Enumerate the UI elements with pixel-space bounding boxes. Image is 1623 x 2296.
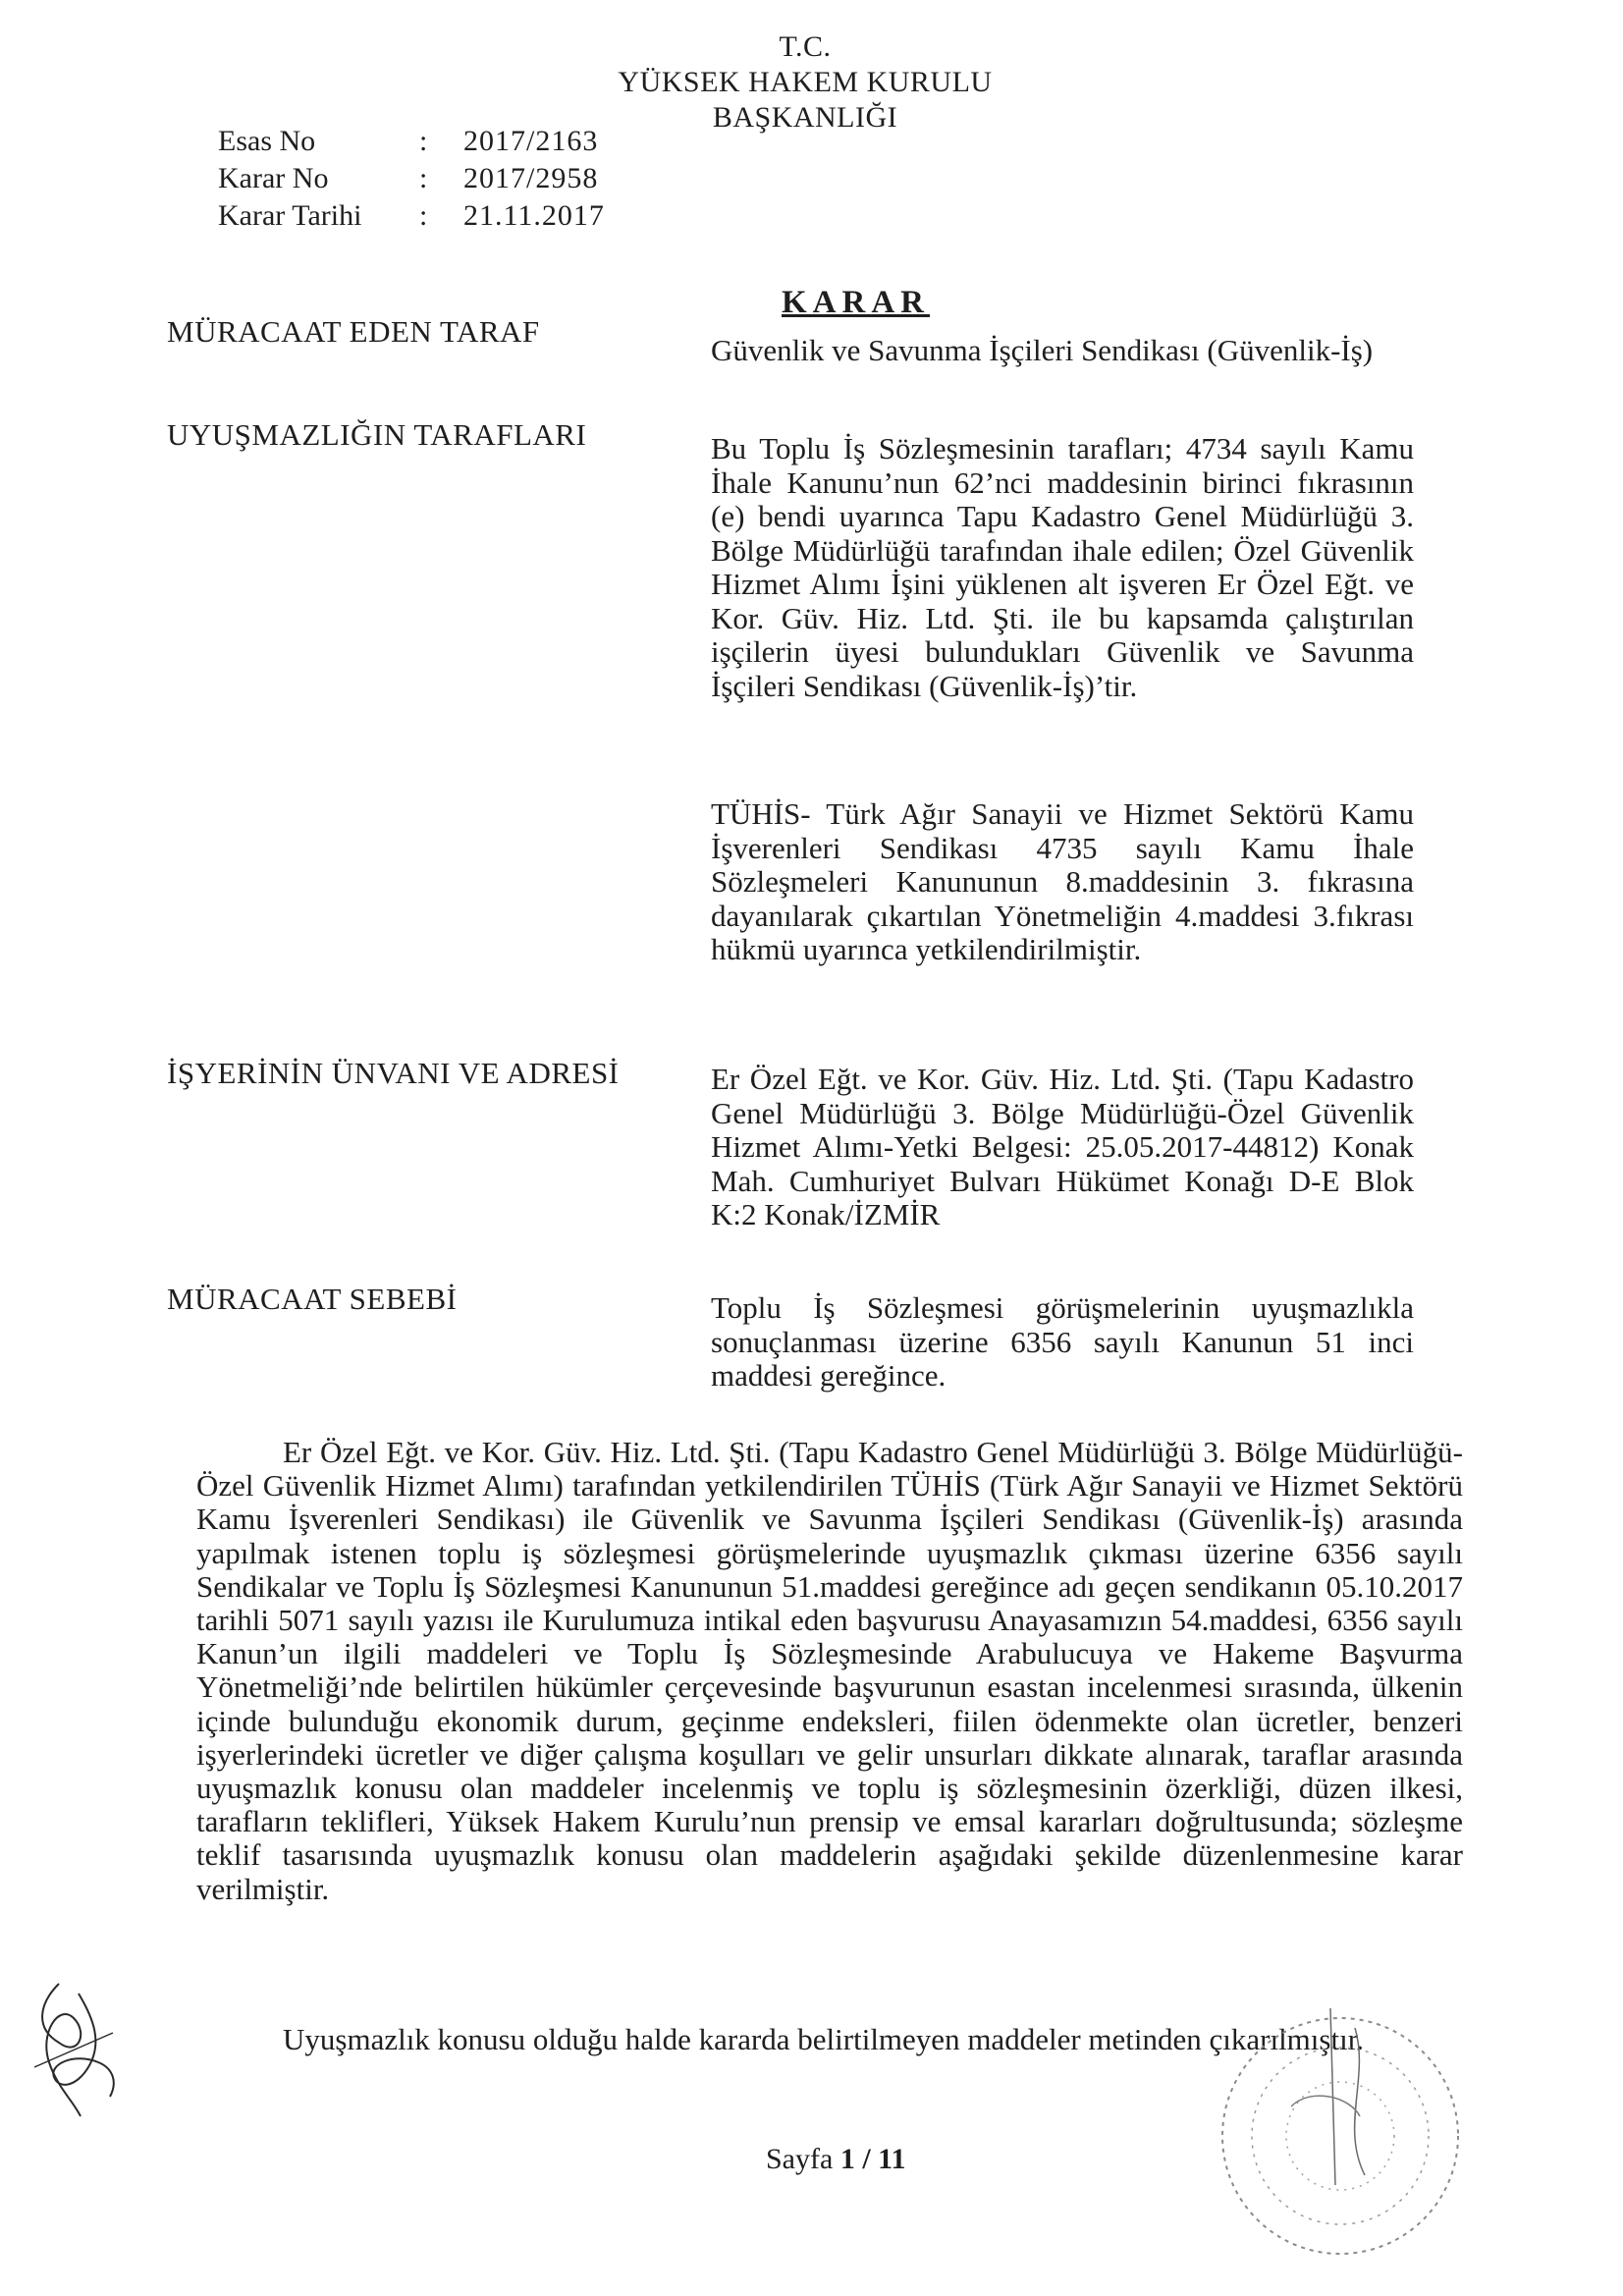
taraflar-text-1: Bu Toplu İş Sözleşmesinin tarafları; 4734 sayılı Kamu İhale Kanunu’nun 62’nci maddesinin birinci fıkrasının (e) bendi uyarınca Tapu Kadastro Genel Müdürlüğü 3. Bölge Müdürlüğü tarafından ihale edilen; Özel Güvenlik Hizmet Alımı İşini yüklenen alt işveren Er Özel Eğt. ve Kor. Güv. Hiz. Ltd. Şti. ile bu kapsamda çalıştırılan işçilerin üyesi bulundukları Güvenlik ve Savunma İşçileri Sendikası (Güvenlik-İş)’tir. — [711, 431, 1414, 703]
meta-value: 2017/2163 — [463, 125, 599, 157]
meta-value: 2017/2958 — [463, 162, 599, 194]
header-institution: YÜKSEK HAKEM KURULU — [618, 66, 993, 98]
sebep-label: MÜRACAAT SEBEBİ — [167, 1282, 458, 1316]
page-prefix: Sayfa — [766, 2143, 834, 2175]
meta-colon: : — [419, 199, 428, 232]
meta-colon: : — [419, 162, 428, 194]
meta-value: 21.11.2017 — [463, 199, 605, 232]
removed-articles-paragraph: Uyuşmazlık konusu olduğu halde kararda belirtilmeyen maddeler metinden çıkarılmıştır. — [283, 2022, 1365, 2056]
meta-row-tarih — [218, 197, 605, 235]
isyeri-label: İŞYERİNİN ÜNVANI VE ADRESİ — [167, 1056, 620, 1090]
official-seal — [1193, 1989, 1478, 2264]
meta-row-karar — [218, 160, 605, 197]
decision-paragraph: Er Özel Eğt. ve Kor. Güv. Hiz. Ltd. Şti. (Tapu Kadastro Genel Müdürlüğü 3. Bölge Müdürlüğü-Özel Güvenlik Hizmet Alımı) tarafından yetkilendirilen TÜHİS (Türk Ağır Sanayii ve Hizmet Sektörü Kamu İşverenleri Sendikası) ile Güvenlik ve Savunma İşçileri Sendikası (Güvenlik-İş) arasında yapılmak istenen toplu iş sözleşmesi görüşmelerinde uyuşmazlık çıkması üzerine 6356 sayılı Sendikalar ve Toplu İş Sözleşmesi Kanununun 51.maddesi gereğince adı geçen sendikanın 05.10.2017 tarihli 5071 sayılı yazısı ile Kurulumuza intikal eden başvurusu Anayasamızın 54.maddesi, 6356 sayılı Kanun’un ilgili maddeleri ve Toplu İş Sözleşmesinde Arabulucuya ve Hakeme Başvurma Yönetmeliği’nde belirtilen hükümler çerçevesinde başvurunun esastan incelenmesi sırasında, ülkenin içinde bulunduğu ekonomik durum, geçinme endeksleri, fiilen ödenmekte olan ücretler, benzeri işyerlerindeki ücretler ve diğer çalışma koşulları ve gelir unsurları dikkate alınarak, taraflar arasında uyuşmazlık konusu olan maddeler incelenmiş ve toplu iş sözleşmesinin özerkliği, düzen ilkesi, tarafların teklifleri, Yüksek Hakem Kurulu’nun prensip ve emsal kararları doğrultusunda; sözleşme teklif tasarısında uyuşmazlık konusu olan maddelerin aşağıdaki şekilde düzenlenmesine karar verilmiştir. — [196, 1435, 1463, 1906]
meta-row-esas — [218, 123, 605, 160]
taraflar-label: UYUŞMAZLIĞIN TARAFLARI — [167, 417, 587, 452]
meta-label: Karar Tarihi — [218, 199, 362, 232]
karar-title: KARAR — [782, 285, 930, 320]
page-separator: / — [862, 2143, 871, 2175]
muracaat-eden-text: Güvenlik ve Savunma İşçileri Sendikası (Güvenlik-İş) — [711, 333, 1374, 367]
sebep-text: Toplu İş Sözleşmesi görüşmelerinin uyuşmazlıkla sonuçlanması üzerine 6356 sayılı Kanunun 51 inci maddesi gereğince. — [711, 1290, 1414, 1393]
meta-label: Karar No — [218, 162, 329, 194]
document-header — [550, 29, 1060, 136]
meta-label: Esas No — [218, 125, 316, 157]
taraflar-text-2: TÜHİS- Türk Ağır Sanayii ve Hizmet Sektörü Kamu İşverenleri Sendikası 4735 sayılı Kamu İhale Sözleşmeleri Kanununun 8.maddesinin 3. fıkrasına dayanılarak çıkartılan Yönetmeliğin 4.maddesi 3.fıkrası hükmü uyarınca yetkilendirilmiştir. — [711, 796, 1414, 966]
case-meta — [218, 123, 605, 235]
header-presidency: BAŞKANLIĞI — [712, 101, 898, 134]
page-number — [766, 2143, 906, 2176]
muracaat-eden-label: MÜRACAAT EDEN TARAF — [167, 314, 540, 349]
signature-mark — [20, 1974, 128, 2121]
meta-colon: : — [419, 125, 428, 157]
header-tc: T.C. — [779, 30, 832, 63]
isyeri-text: Er Özel Eğt. ve Kor. Güv. Hiz. Ltd. Şti. (Tapu Kadastro Genel Müdürlüğü 3. Bölge Müdürlüğü-Özel Güvenlik Hizmet Alımı-Yetki Belgesi: 25.05.2017-44812) Konak Mah. Cumhuriyet Bulvarı Hükümet Konağı D-E Blok K:2 Konak/İZMİR — [711, 1062, 1414, 1231]
page-current: 1 — [839, 2143, 855, 2175]
page-total: 11 — [878, 2143, 906, 2175]
